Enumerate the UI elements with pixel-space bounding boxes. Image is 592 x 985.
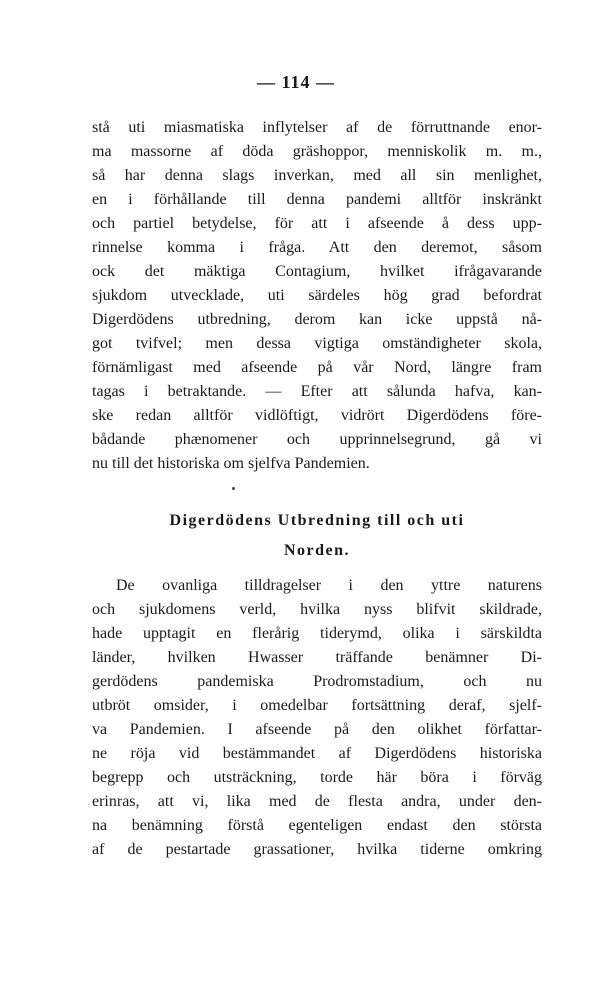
text-line: Digerdödens utbredning, derom kan icke uppstå nå- (92, 311, 542, 328)
text-line: na benämning förstå egenteligen endast den största (92, 817, 542, 834)
text-line: erinras, att vi, lika med de flesta andra, under den- (92, 793, 542, 810)
page-number: — 114 — (256, 72, 335, 92)
text-line: rinnelse komma i fråga. Att den deremot, såsom (92, 239, 542, 256)
text-line: ne röja vid bestämmandet af Digerdödens historiska (92, 745, 542, 762)
text-line: ma massorne af döda gräshoppor, menniskolik m. m., (92, 143, 542, 160)
text-line: bådande phænomener och upprinnelsegrund, gå vi (92, 431, 542, 448)
paragraph-2 (92, 574, 542, 862)
heading-line: Digerdödens Utbredning till och uti (169, 512, 465, 529)
text-line: ske redan alltför vidlöftigt, vidrört Digerdödens före- (92, 407, 542, 424)
heading-line: Norden. (283, 542, 351, 559)
text-line: så har denna slags inverkan, med all sin menlighet, (92, 167, 542, 184)
text-line: och partiel betydelse, för att i afseende å dess upp- (92, 215, 542, 232)
text-line: sjukdom utvecklade, uti särdeles hög grad befordrat (92, 287, 542, 304)
text-line: länder, hvilken Hwasser träffande benämner Di- (92, 649, 542, 666)
text-line: förnämligast med afseende på vår Nord, längre fram (92, 359, 542, 376)
text-line: och sjukdomens verld, hvilka nyss blifvit skildrade, (92, 601, 542, 618)
text-line: begrepp och utsträckning, torde här böra i förväg (92, 769, 542, 786)
text-line: De ovanliga tilldragelser i den yttre naturens (116, 577, 542, 594)
text-line: gerdödens pandemiska Prodromstadium, och nu (92, 673, 542, 690)
paragraph-1 (92, 116, 542, 476)
stray-dot (232, 487, 235, 490)
text-line: ock det mäktiga Contagium, hvilket ifrågavarande (92, 263, 542, 280)
text-line: va Pandemien. I afseende på den olikhet författar- (92, 721, 542, 738)
section-heading (92, 506, 542, 566)
text-line: utbröt omsider, i omedelbar fortsättning deraf, sjelf- (92, 697, 542, 714)
text-line: stå uti miasmatiska inflytelser af de förruttnande enor- (92, 119, 542, 136)
text-line: got tvifvel; men dessa vigtiga omständigheter skola, (92, 335, 542, 352)
text-line: hade upptagit en flerårig tiderymd, olika i särskildta (92, 625, 542, 642)
text-line: af de pestartade grassationer, hvilka tiderne omkring (92, 841, 542, 858)
text-line: tagas i betraktande. — Efter att sålunda hafva, kan- (92, 383, 542, 400)
text-line: en i förhållande till denna pandemi alltför inskränkt (92, 191, 542, 208)
text-line: nu till det historiska om sjelfva Pandemien. (92, 455, 370, 472)
